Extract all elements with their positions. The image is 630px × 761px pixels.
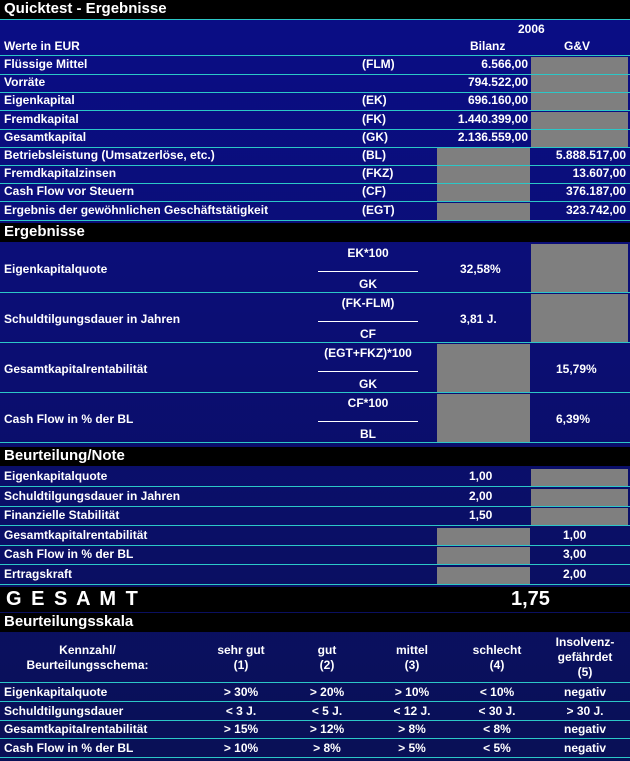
ergebnis-label: Eigenkapitalquote [4,262,108,276]
ergebnis-guv-value: 6,39% [556,412,591,426]
divider [0,584,630,585]
input-row-abbr: (FLM) [362,57,395,71]
ergebnis-label: Gesamtkapitalrentabilität [4,362,148,376]
skala-col-head: gefährdet [557,650,613,664]
fraction-line [318,371,418,372]
empty-cell [531,130,628,147]
input-row-label: Ergebnis der gewöhnlichen Geschäftstätigkeit [4,202,269,217]
skala-cell: > 15% [223,722,259,736]
empty-cell [437,184,530,201]
skala-head-label: Kennzahl/ [59,643,116,657]
beurteilung-label: Eigenkapitalquote [4,469,108,483]
empty-cell [437,567,530,584]
ergebnisse-header [0,223,630,242]
input-row-abbr: (FK) [362,111,386,126]
skala-cell: negativ [563,722,606,736]
formula-denominator: GK [359,377,377,391]
skala-col-head: gut [317,643,337,657]
fraction-line [318,421,418,422]
skala-col-head: sehr gut [217,643,265,657]
gesamt-bar [0,587,630,612]
empty-cell [531,508,628,525]
beurteilung-header [0,447,630,466]
input-row-abbr: (CF) [362,184,386,199]
empty-cell [437,394,530,442]
divider [0,720,630,721]
input-row-guv-value: 5.888.517,00 [555,148,626,162]
skala-cell: < 5% [483,740,511,755]
divider [0,525,630,526]
beurteilung-guv-value: 1,00 [563,527,587,542]
beurteilung-label: Ertragskraft [4,566,73,581]
beurteilung-label: Schuldtilgungsdauer in Jahren [4,488,181,503]
gesamt-value: 1,75 [511,588,550,610]
input-row-guv-value: 376.187,00 [565,184,626,199]
empty-cell [437,547,530,564]
formula-denominator: CF [360,327,376,341]
year-label: 2006 [518,22,545,36]
input-row-abbr: (FKZ) [362,166,394,181]
skala-cell: < 12 J. [393,703,431,718]
empty-cell [437,344,530,392]
skala-row-label: Eigenkapitalquote [4,685,108,699]
beurteilung-label: Cash Flow in % der BL [4,547,134,561]
skala-cell: < 8% [483,722,511,736]
beurteilung-guv-value: 2,00 [563,566,587,581]
empty-cell [437,528,530,545]
beurteilung-label: Finanzielle Stabilität [4,508,120,522]
input-row-label: Cash Flow vor Steuern [4,184,135,199]
empty-cell [437,166,530,183]
empty-cell [437,203,530,220]
input-row-label: Fremdkapital [4,111,79,126]
empty-cell [531,244,628,292]
beurteilung-bilanz-value: 1,00 [469,469,493,483]
formula-numerator: (EGT+FKZ)*100 [324,346,412,360]
empty-cell [531,93,628,110]
ergebnis-bilanz-value: 32,58% [460,262,501,276]
input-row-label: Betriebsleistung (Umsatzerlöse, etc.) [4,148,215,162]
ergebnisse-title: Ergebnisse [4,223,85,240]
empty-cell [531,489,628,506]
divider [0,292,630,293]
input-row-abbr: (BL) [362,148,386,162]
divider [0,392,630,393]
empty-cell [531,57,628,74]
input-row-bilanz-value: 2.136.559,00 [457,129,528,144]
input-row-abbr: (GK) [362,129,388,144]
divider [0,757,630,758]
beurteilung-label: Gesamtkapitalrentabilität [4,527,148,542]
ergebnis-label: Schuldtilgungsdauer in Jahren [4,312,181,326]
skala-row-label: Gesamtkapitalrentabilität [4,722,148,736]
empty-cell [531,294,628,342]
beurteilung-guv-value: 3,00 [563,547,587,561]
skala-col-head: (5) [577,665,593,679]
formula-numerator: CF*100 [347,396,389,410]
input-row-guv-value: 323.742,00 [565,202,626,217]
skala-cell: > 12% [309,722,345,736]
skala-title: Beurteilungsskala [4,613,134,630]
empty-cell [531,469,628,486]
skala-cell: > 10% [394,685,430,699]
page-title: Quicktest - Ergebnisse [4,0,167,17]
col-guv-label: G&V [564,39,591,53]
skala-col-head: mittel [395,643,428,657]
input-row-label: Gesamtkapital [4,129,87,144]
fraction-line [318,321,418,322]
input-row-label: Vorräte [4,75,46,90]
ergebnis-bilanz-value: 3,81 J. [460,312,497,326]
divider [0,442,630,443]
divider [0,486,630,487]
skala-cell: > 20% [309,685,345,699]
skala-col-head: (3) [404,658,420,672]
beurteilung-title: Beurteilung/Note [4,447,125,464]
skala-cell: negativ [563,685,606,699]
skala-cell: < 5 J. [311,703,343,718]
input-row-bilanz-value: 6.566,00 [481,57,528,71]
skala-row-label: Schuldtilgungsdauer [4,703,124,718]
skala-cell: > 30% [223,685,259,699]
ergebnis-label: Cash Flow in % der BL [4,412,134,426]
divider [0,55,630,56]
skala-header [0,613,630,632]
empty-cell [531,112,628,129]
values-in-eur-label: Werte in EUR [4,39,80,53]
input-row-bilanz-value: 794.522,00 [467,75,528,90]
formula-denominator: BL [360,427,376,441]
formula-denominator: GK [359,277,377,291]
skala-head-label: Beurteilungsschema: [26,658,149,672]
divider [0,682,630,683]
skala-cell: > 5% [398,740,426,755]
empty-cell [437,148,530,165]
skala-col-head: schlecht [472,643,522,657]
input-row-guv-value: 13.607,00 [572,166,626,181]
input-row-label: Fremdkapitalzinsen [4,166,117,181]
skala-cell: < 3 J. [225,703,257,718]
fraction-line [318,271,418,272]
skala-cell: > 8% [398,722,426,736]
divider [0,701,630,702]
beurteilung-bilanz-value: 2,00 [469,488,493,503]
divider [0,342,630,343]
input-row-abbr: (EK) [362,93,387,108]
divider [0,19,630,20]
skala-cell: > 10% [223,740,259,755]
gesamt-label: G E S A M T [6,588,140,610]
input-row-label: Flüssige Mittel [4,57,88,71]
divider [0,545,630,546]
beurteilung-bilanz-value: 1,50 [469,508,493,522]
skala-row-label: Cash Flow in % der BL [4,740,134,755]
input-row-bilanz-value: 696.160,00 [467,93,528,108]
divider [0,738,630,739]
input-row-label: Eigenkapital [4,93,75,108]
input-row-abbr: (EGT) [362,202,395,217]
formula-numerator: (FK-FLM) [341,296,395,310]
skala-cell: negativ [563,740,606,755]
empty-cell [531,75,628,92]
skala-cell: < 30 J. [478,703,516,718]
title-bar [0,0,630,19]
divider [0,506,630,507]
skala-col-head: (4) [489,658,505,672]
skala-cell: < 10% [479,685,515,699]
skala-col-head: (2) [319,658,335,672]
formula-numerator: EK*100 [347,246,389,260]
col-bilanz-label: Bilanz [470,39,506,53]
divider [0,220,630,221]
divider [0,564,630,565]
skala-cell: > 30 J. [566,703,604,718]
ergebnis-guv-value: 15,79% [556,362,597,376]
input-row-bilanz-value: 1.440.399,00 [457,111,528,126]
skala-col-head: (1) [233,658,249,672]
skala-cell: > 8% [313,740,341,755]
skala-col-head: Insolvenz- [555,635,615,649]
